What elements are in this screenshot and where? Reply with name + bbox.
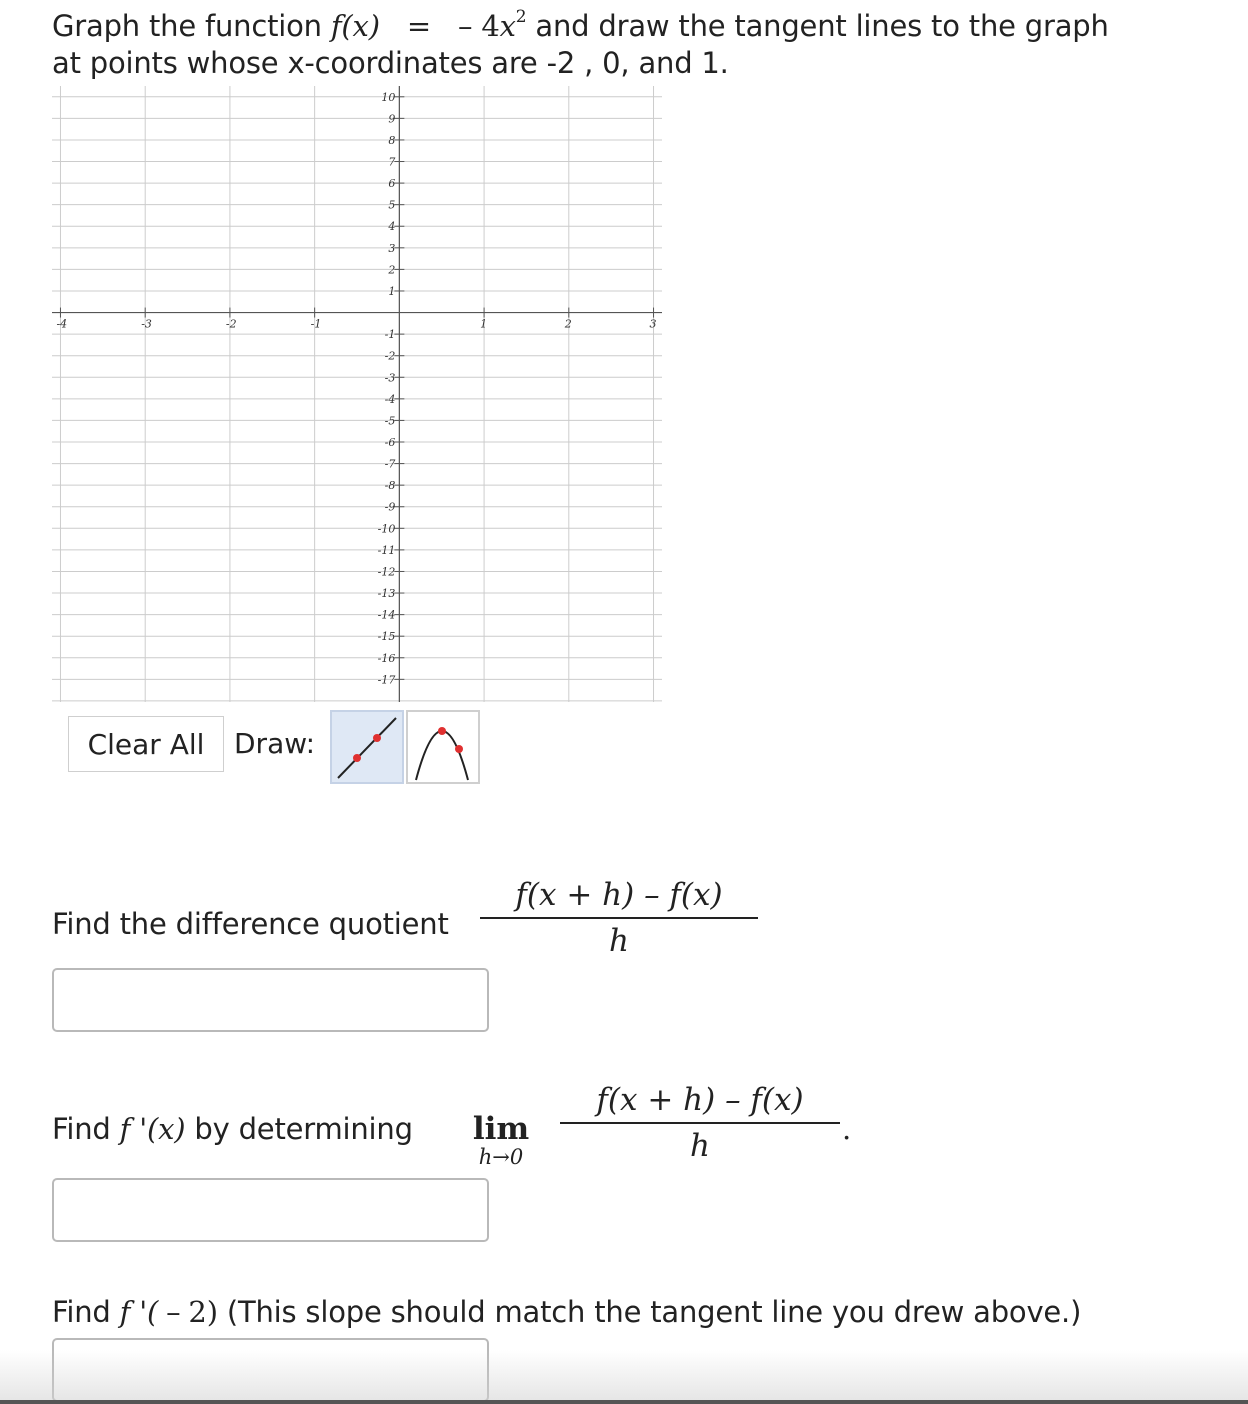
- fprime-open: f '(: [119, 1295, 159, 1329]
- y-tick-label: -2: [384, 349, 396, 363]
- equals-sign: =: [406, 9, 431, 43]
- derivative-prompt: [52, 1106, 413, 1152]
- derivative-at-note: (This slope should match the tangent line you drew above.): [226, 1295, 1082, 1329]
- derivative-at-input[interactable]: [52, 1338, 489, 1402]
- clear-all-button[interactable]: Clear All: [68, 716, 224, 772]
- x-tick-label: -3: [141, 317, 152, 331]
- y-tick-label: -14: [377, 608, 396, 622]
- y-tick-label: -6: [384, 436, 396, 450]
- window-bottom-edge: [0, 1400, 1248, 1404]
- y-tick-label: 7: [388, 155, 396, 169]
- y-tick-label: -11: [377, 543, 396, 557]
- fraction-numerator: f(x + h) – f(x): [596, 1082, 804, 1118]
- x-tick-label: -4: [56, 317, 68, 331]
- y-tick-label: 5: [388, 198, 396, 212]
- derivative-fraction: [560, 1080, 840, 1166]
- x-tick-label: 1: [480, 317, 488, 331]
- y-tick-label: 8: [388, 133, 396, 147]
- derivative-input[interactable]: [52, 1178, 489, 1242]
- y-tick-label: -12: [377, 565, 396, 579]
- fraction-bar: [480, 917, 758, 919]
- arg-minus: –: [166, 1295, 181, 1329]
- expr-variable: x: [499, 9, 516, 43]
- difference-quotient-fraction: [480, 875, 758, 961]
- y-tick-label: -16: [377, 651, 396, 665]
- y-tick-label: -13: [377, 587, 396, 601]
- y-tick-label: -10: [377, 522, 396, 536]
- derivative-prompt-find: Find: [52, 1112, 111, 1146]
- fraction-bar: [560, 1122, 840, 1124]
- fraction-numerator: f(x + h) – f(x): [515, 877, 723, 913]
- line-icon: [332, 712, 402, 782]
- expr-exponent: 2: [515, 7, 527, 27]
- y-tick-label: -3: [384, 371, 396, 385]
- difference-quotient-prompt: Find the difference quotient: [52, 907, 449, 941]
- y-tick-label: -7: [384, 457, 396, 471]
- y-tick-label: 10: [381, 90, 396, 104]
- graph-area[interactable]: [52, 86, 662, 702]
- x-tick-label: -2: [225, 317, 237, 331]
- x-tick-label: -1: [310, 317, 322, 331]
- difference-quotient-input[interactable]: [52, 968, 489, 1032]
- derivative-prompt-by: by determining: [194, 1112, 413, 1146]
- y-tick-label: -1: [384, 328, 396, 342]
- question-prefix: Graph the function: [52, 9, 322, 43]
- fraction-denominator: h: [690, 1128, 710, 1164]
- arg-close-paren: ): [206, 1295, 218, 1329]
- parabola-tool-button[interactable]: [406, 710, 480, 784]
- arg-number: 2: [188, 1295, 207, 1329]
- limit-operator: [466, 1106, 536, 1168]
- x-tick-label: 2: [564, 317, 572, 331]
- y-tick-label: 6: [388, 177, 396, 191]
- minus-sign: –: [457, 9, 473, 43]
- y-tick-label: -8: [384, 479, 396, 493]
- y-tick-label: 2: [388, 263, 396, 277]
- limit-text: lim: [472, 1111, 530, 1147]
- fraction-denominator: h: [609, 923, 629, 959]
- derivative-at-prompt: [52, 1289, 1081, 1335]
- y-tick-label: -4: [384, 392, 396, 406]
- graph-canvas[interactable]: [52, 86, 662, 702]
- y-tick-label: -9: [384, 500, 396, 514]
- function-name: f(x): [330, 9, 380, 43]
- y-tick-label: 9: [388, 112, 396, 126]
- derivative-period: .: [842, 1112, 852, 1146]
- expr-coefficient: 4: [481, 9, 500, 43]
- y-tick-label: -17: [377, 673, 396, 687]
- y-tick-label: 1: [388, 284, 396, 298]
- y-tick-label: -15: [377, 630, 396, 644]
- line-tool-button[interactable]: [330, 710, 404, 784]
- x-tick-label: 3: [649, 317, 657, 331]
- y-tick-label: 3: [388, 241, 396, 255]
- fprime-notation: f '(x): [119, 1112, 186, 1146]
- parabola-icon: [408, 712, 478, 782]
- limit-subscript: h→0: [478, 1145, 524, 1169]
- derivative-at-find: Find: [52, 1295, 111, 1329]
- question-line-2: at points whose x-coordinates are -2 , 0, and 1.: [52, 46, 729, 80]
- draw-label: Draw:: [234, 727, 316, 760]
- y-tick-label: 4: [388, 220, 396, 234]
- y-tick-label: -5: [384, 414, 396, 428]
- question-suffix: and draw the tangent lines to the graph: [535, 9, 1109, 43]
